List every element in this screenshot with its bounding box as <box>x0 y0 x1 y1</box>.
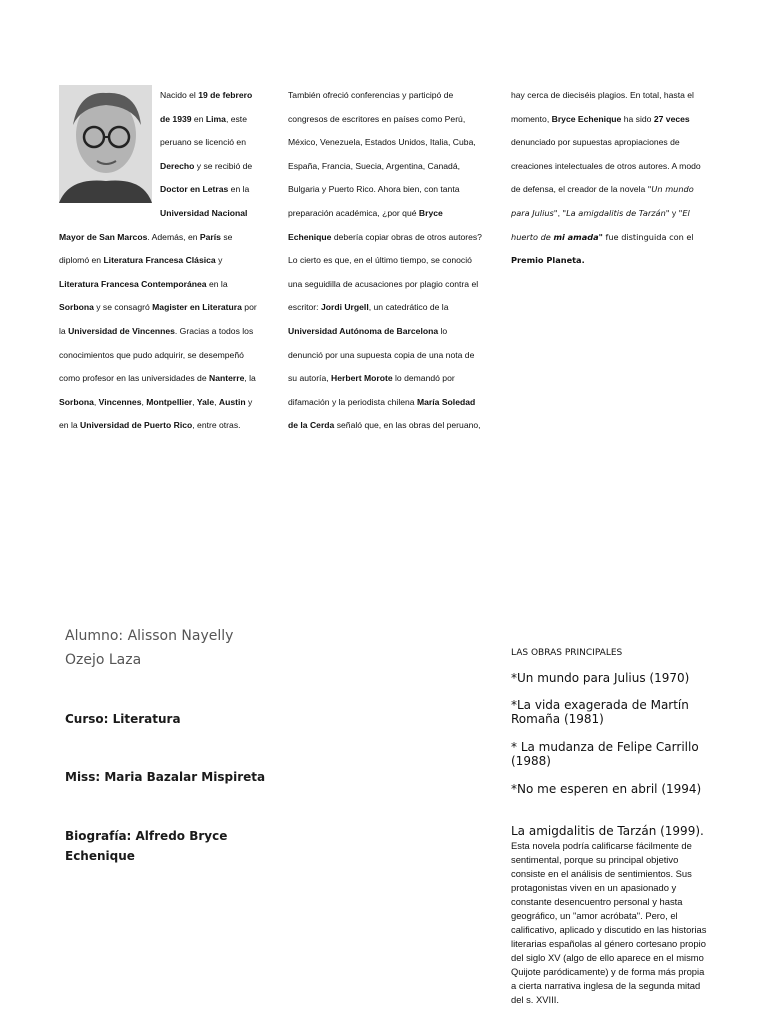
text-run: . <box>581 255 585 266</box>
student-name: Alumno: Alisson Nayelly Ozejo Laza <box>65 628 234 668</box>
text-run: , un catedrático de la <box>368 302 449 313</box>
text-run: Montpellier <box>146 396 193 407</box>
text-run: "El huerto de <box>511 207 690 242</box>
text-run: Nacido el <box>160 90 199 100</box>
text-run: María Soledad de la Cerda <box>288 396 476 431</box>
column-2-text <box>288 90 482 430</box>
text-run: , entre otras. <box>192 420 241 431</box>
text-run: 19 de febrero de 1939 <box>160 90 253 124</box>
text-run: Austin <box>218 396 246 407</box>
text-run: También ofreció conferencias y participó de congresos de escritores en países como Perú, México, Venezuela, Estados Unidos, Italia, Cuba, España, Francia, Suecia, Argentina, Canadá, Bulgaria y Puerto Rico. Ahora bien, con tanta preparación académica, ¿por qué <box>288 90 476 218</box>
course-label: Curso: Literatura <box>65 712 181 726</box>
text-run: se diplomó en <box>59 231 233 266</box>
text-run: , <box>557 207 563 218</box>
text-run: fue distinguida con el <box>602 231 694 242</box>
text-run: París <box>199 231 221 242</box>
text-run: lo denunció por una supuesta copia de una nota de su autoría, <box>288 325 475 384</box>
work-item: * La mudanza de Felipe Carrillo (1988) <box>511 740 699 768</box>
text-run: Magister en Literatura <box>152 302 242 313</box>
biography-column-3 <box>511 84 704 273</box>
text-run: Universidad Nacional Mayor de San Marcos <box>59 207 248 242</box>
text-run: "Un mundo para Julius" <box>511 184 694 218</box>
text-run: por la <box>59 302 257 336</box>
text-run: debería copiar obras de otros autores? Lo cierto es que, en el último tiempo, se conoció una seguidilla de acusaciones por plagio contra el escritor: <box>288 231 482 313</box>
text-run: Sorbona <box>59 396 94 407</box>
text-run: , <box>141 396 147 407</box>
text-run: lo demandó por difamación y la periodista chilena <box>288 373 455 407</box>
work-description: Esta novela podría calificarse fácilmente de sentimental, porque su principal objetivo consiste en el análisis de sentimientos. Sus protagonistas viven en un apasionado y constante desencuentro personal y hasta geográfico, un "amor acróbata". Pero, el calificativo, aplicado y discutido en las historias literarias españolas al género cortesano propio del siglo XV (algo de ello aparece en el mismo Quijote paródicamente) y de forma más propia a cierta narrativa inglesa de la segunda mitad del s. XVIII. <box>511 840 707 1005</box>
text-run: . Además, en <box>147 231 200 242</box>
text-run: en la <box>206 278 228 289</box>
text-run: Derecho <box>160 160 195 171</box>
text-run: Universidad de Puerto Rico <box>80 420 193 431</box>
text-run: Bryce Echenique <box>551 113 622 124</box>
text-run: ha sido <box>621 113 654 124</box>
work-item: *Un mundo para Julius (1970) <box>511 671 690 685</box>
portrait-image <box>59 85 152 203</box>
biography-label: Biografía: Alfredo Bryce Echenique <box>65 829 228 863</box>
text-run: Herbert Morote <box>331 373 393 384</box>
text-run: Nanterre <box>209 373 245 384</box>
text-run: y se recibió de <box>194 160 253 171</box>
text-run: en <box>191 113 206 124</box>
text-run: en la <box>228 184 250 195</box>
text-run: . Gracias a todos los conocimientos que pudo adquirir, se desempeñó como profesor en las universidades de <box>59 325 254 384</box>
text-run: , <box>93 396 99 407</box>
text-run: Vincennes <box>98 396 142 407</box>
text-run: y <box>215 255 223 266</box>
biography-column-2 <box>288 84 483 438</box>
text-run: Premio Planeta <box>511 255 582 266</box>
text-run: Doctor en Letras <box>160 184 229 195</box>
work-item: *La vida exagerada de Martín Romaña (1981) <box>511 698 689 726</box>
text-run: señaló que, en las obras del peruano, <box>334 420 481 431</box>
text-run: Literatura Francesa Contemporánea <box>59 278 207 289</box>
biography-column-1 <box>59 84 257 438</box>
text-run: mi amada" <box>553 231 603 242</box>
text-run: Jordi Urgell <box>320 302 369 313</box>
works-heading: LAS OBRAS PRINCIPALES <box>511 648 623 658</box>
teacher-label: Miss: Maria Bazalar Mispireta <box>65 770 266 784</box>
text-run: , la <box>244 373 256 384</box>
text-run: denunciado por supuestas apropiaciones de creaciones intelectuales de otros autores. A modo de defensa, el creador de la novela <box>511 137 701 195</box>
text-run: Literatura Francesa Clásica <box>103 255 216 266</box>
text-run: Sorbona <box>59 302 94 313</box>
text-run: , <box>214 396 219 407</box>
column-3-text <box>511 90 701 265</box>
text-run: Yale <box>196 396 215 407</box>
text-run: 27 veces <box>653 113 690 124</box>
text-run: hay cerca de dieciséis plagios. En total, hasta el momento, <box>511 90 694 124</box>
author-portrait-photo <box>59 85 152 203</box>
text-run: y <box>669 207 679 218</box>
text-run: , este peruano se licenció en <box>160 113 247 148</box>
work-item-with-description <box>511 824 711 1006</box>
text-run: y se consagró <box>93 302 153 313</box>
text-run: Lima <box>205 113 226 124</box>
text-run: Universidad de Vincennes <box>68 325 175 336</box>
text-run: y en la <box>59 396 253 431</box>
work-item: *No me esperen en abril (1994) <box>511 782 702 796</box>
text-run: , <box>192 396 197 407</box>
text-run: Universidad Autónoma de Barcelona <box>288 325 439 336</box>
work-title: La amigdalitis de Tarzán (1999). <box>511 824 704 838</box>
text-run: "La amigdalitis de Tarzán" <box>562 207 670 218</box>
text-run: Bryce Echenique <box>288 207 443 242</box>
